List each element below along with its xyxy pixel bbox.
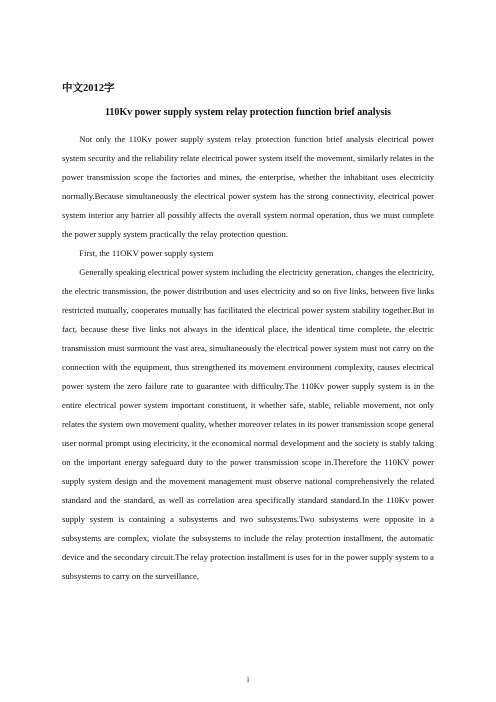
paragraph-intro: Not only the 110Kv power supply system relay protection function brief analysis electrical power system security and the reliability relate electrical power system itself the movement, similarly relates in the power transmission scope the factories and mines, the enterprise, whether the inhabitant uses electricity normally.Because simultaneously the electrical power system has the strong connectivity, electrical power system interior any barrier all possibly affects the overall system normal operation, thus we must complete the power supply system practically the relay protection question. — [62, 134, 434, 239]
document-body — [62, 130, 434, 586]
paragraph-body: Generally speaking electrical power system including the electricity generation, changes the electricity, the electric transmission, the power distribution and uses electricity and so on five links, between five links restricted mutually, cooperates mutually has facilitated the electrical power system stability together.But in fact, because these five links not always in the identical place, the identical time complete, the electric transmission must surmount the vast area, simultaneously the electrical power system must not carry on the connection with the equipment, thus strengthened its movement environment complexity, causes electrical power system the zero failure rate to guarantee with difficulty.The 110Kv power supply system is in the entire electrical power system important constituent, it whether safe, stable, reliable movement, not only relates the system own movement quality, whether moreover relates in its power transmission scope general user normal prompt using electricity, it the economical normal development and the society is stably taking on the important energy safeguard duty to the power transmission scope in.Therefore the 110KV power supply system design and the movement management must observe national comprehensively the related standard and the standard, as well as correlation area specifically standard standard.In the 110Kv power supply system is containing a subsystems and two subsystems.Two subsystems were opposite in a subsystems are complex, violate the subsystems to include the relay protection installment, the automatic device and the secondary circuit.The relay protection installment is uses for in the power supply system to a subsystems to carry on the surveillance, — [62, 267, 434, 581]
page-number: 1 — [246, 676, 250, 684]
section-heading: First, the 11OKV power supply system — [79, 248, 214, 258]
document-title: 110Kv power supply system relay protection function brief analysis — [104, 107, 392, 118]
header-label: 中文2012字 — [62, 83, 115, 94]
